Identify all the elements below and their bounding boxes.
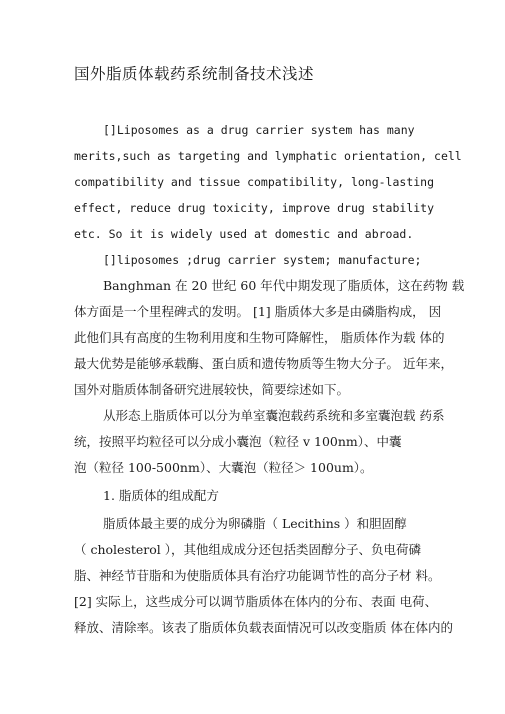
- paragraph-line: 统，按照平均粒径可以分成小囊泡（粒径 v 100nm）、中囊: [74, 434, 402, 449]
- paragraph-line: 泡（粒径 100-500nm）、大囊泡（粒径＞ 100um）。: [74, 460, 373, 475]
- paragraph-line: 最大优势是能够承载酶、蛋白质和遗传物质等生物大分子。 近年来，: [74, 356, 453, 371]
- paragraph-line: 此他们具有高度的生物利用度和生物可降解性， 脂质体作为载 体的: [74, 330, 445, 345]
- abstract-line: merits,such as targeting and lymphatic orientation, cell: [74, 149, 462, 163]
- keywords-line: []liposomes ;drug carrier system; manufacture;: [103, 253, 422, 267]
- abstract-line: effect, reduce drug toxicity, improve drug stability: [74, 201, 435, 215]
- section-heading: 1. 脂质体的组成配方: [103, 488, 219, 503]
- abstract-line: etc. So it is widely used at domestic and abroad.: [74, 227, 414, 241]
- paragraph-line: （ cholesterol ），其他组成成分还包括类固醇分子、负电荷磷: [74, 542, 422, 557]
- paragraph-line: 脂、神经节苷脂和为使脂质体具有治疗功能调节性的高分子材 料。: [74, 568, 441, 583]
- paragraph-line: 脂质体最主要的成分为卵磷脂（ Lecithins ）和胆固醇: [103, 516, 407, 531]
- document-title: 国外脂质体载药系统制备技术浅述: [74, 65, 315, 83]
- paragraph-line: Banghman 在 20 世纪 60 年代中期发现了脂质体，这在药物 载: [103, 278, 465, 293]
- paragraph-line: [2] 实际上，这些成分可以调节脂质体在体内的分布、表面 电荷、: [74, 594, 438, 609]
- paragraph-line: 体方面是一个里程碑式的发明。 [1] 脂质体大多是由磷脂构成， 因: [74, 304, 442, 319]
- paragraph-line: 国外对脂质体制备研究进展较快，简要综述如下。: [74, 382, 350, 397]
- abstract-line: []Liposomes as a drug carrier system has many: [103, 123, 415, 137]
- paragraph-line: 从形态上脂质体可以分为单室囊泡载药系统和多室囊泡载 药系: [103, 408, 445, 423]
- paragraph-line: 释放、清除率。该表了脂质体负载表面情况可以改变脂质 体在体内的: [74, 620, 453, 635]
- abstract-line: compatibility and tissue compatibility, long-lasting: [74, 175, 435, 189]
